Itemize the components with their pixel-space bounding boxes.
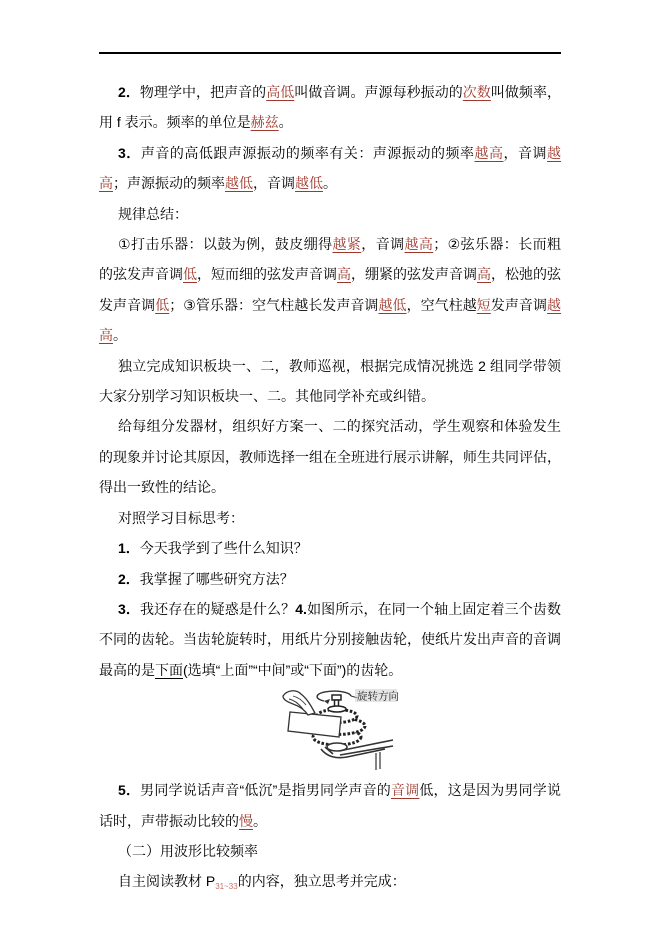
text-segment: ，空气柱越 (406, 296, 477, 313)
paragraph (99, 836, 561, 866)
text-segment: 的内容，独立思考并完成： (237, 873, 406, 890)
text-segment: 我还存在的疑惑是什么？ (140, 600, 296, 617)
text-segment: 声音的高低跟声源振动的频率有关：声源振动的频率 (140, 144, 475, 161)
text-segment: 物理学中，把声音的 (139, 84, 267, 100)
underlined-answer: 下面 (155, 661, 183, 678)
text-segment: ，短而细的弦发声音调 (197, 266, 337, 283)
crank-base (321, 740, 393, 770)
answer-text: 慢 (239, 812, 253, 829)
answer-text: 越高 (404, 236, 434, 253)
text-segment: 自主阅读教材 P (118, 873, 216, 890)
text-segment: 如图所示，在同一个轴上固定着三个齿数不同的齿轮。当齿轮旋转时，用纸片分别接触齿轮，使纸片发出声音的音调最高的是 (99, 600, 561, 678)
paragraph (99, 564, 561, 594)
text-segment: ①打击乐器：以鼓为例，鼓皮绷得 (118, 236, 333, 253)
paragraph-block-bottom (99, 775, 561, 903)
text-segment: 31~33 (215, 882, 238, 892)
text-segment: 叫做频率，用 f 表示。频率的单位是 (99, 84, 562, 131)
text-segment: 独立完成知识板块一、二，教师巡视，根据完成情况挑选 2 组同学带领大家分别学习知识板块一、二。其他同学补充或纠错。 (99, 357, 561, 405)
text-segment: 对照学习目标思考： (118, 509, 244, 526)
answer-text: 越低 (225, 175, 253, 192)
hand-icon (283, 691, 315, 715)
answer-text: 越高 (99, 296, 562, 344)
gear-figure (279, 687, 399, 773)
text-segment: 2． (118, 570, 140, 587)
paragraph (99, 138, 561, 199)
text-segment: 。 (323, 175, 337, 192)
paragraph (99, 77, 561, 138)
text-segment: 规律总结： (118, 205, 188, 222)
answer-text: 低 (155, 296, 170, 313)
text-segment: 我掌握了哪些研究方法？ (139, 570, 294, 587)
paragraph (99, 866, 561, 902)
answer-text: 短 (476, 296, 491, 313)
answer-text: 高 (337, 266, 351, 283)
paragraph (99, 533, 561, 563)
text-segment: ；声源振动的频率 (113, 175, 225, 192)
text-segment: ，绷紧的弦发声音调 (351, 266, 477, 283)
text-segment: ；②弦乐器：长而粗的弦发声音调 (99, 236, 561, 283)
text-segment: ；③管乐器：空气柱越长发声音调 (169, 296, 379, 313)
text-segment: 5． (118, 782, 141, 799)
text-segment: ，松弛的弦发声音调 (99, 266, 561, 313)
answer-text: 赫兹 (250, 114, 279, 131)
text-segment: (选填“上面”“中间”或“下面”)的齿轮。 (183, 661, 403, 678)
gear-figure-svg (279, 687, 399, 773)
answer-text: 低 (183, 266, 197, 283)
paragraph (99, 411, 561, 502)
text-segment: 。 (253, 812, 267, 829)
answer-text: 音调 (390, 782, 420, 799)
paragraph (99, 199, 561, 229)
text-segment: 给每组分发器材，组织好方案一、二的探究活动，学生观察和体验发生的现象并讨论其原因，教师选择一组在全班进行展示讲解，师生共同评估，得出一致性的结论。 (99, 418, 561, 496)
text-segment: ，音调 (253, 175, 295, 192)
text-segment: 男同学说话声音“低沉”是指男同学声音的 (140, 782, 391, 799)
text-segment: 3． (118, 144, 141, 161)
paragraph (99, 594, 561, 685)
paragraph (99, 229, 561, 351)
text-segment: 2． (118, 84, 140, 100)
text-segment: 。 (113, 327, 127, 344)
text-segment: ，音调 (503, 144, 548, 161)
paper-card (288, 712, 341, 737)
text-segment: 4. (295, 600, 307, 617)
paragraph (99, 775, 561, 836)
figure-label: 旋转方向 (357, 690, 399, 703)
document-body (99, 77, 561, 903)
answer-text: 越高 (474, 144, 504, 161)
answer-text: 高 (477, 266, 491, 283)
answer-text: 次数 (462, 84, 491, 100)
text-segment: （二）用波形比较频率 (118, 842, 258, 859)
text-segment: 。 (278, 114, 293, 131)
text-segment: 今天我学到了些什么知识？ (139, 540, 308, 557)
text-segment: 1． (118, 540, 140, 557)
paragraph (99, 503, 561, 533)
answer-text: 越低 (378, 296, 407, 313)
paragraph (99, 351, 561, 412)
paragraph-block-top (99, 77, 561, 685)
text-segment: ，音调 (361, 236, 405, 253)
answer-text: 越高 (99, 144, 562, 192)
answer-text: 高低 (266, 84, 295, 100)
text-segment: 3． (118, 600, 141, 617)
text-segment: 发声音调 (490, 296, 548, 313)
answer-text: 越低 (295, 175, 323, 192)
header-separator-rule (99, 52, 561, 54)
answer-text: 越紧 (332, 236, 362, 253)
text-segment: 叫做音调。声源每秒振动的 (294, 84, 463, 100)
text-segment: 低，这是因为男同学说话时，声带振动比较的 (99, 782, 561, 829)
